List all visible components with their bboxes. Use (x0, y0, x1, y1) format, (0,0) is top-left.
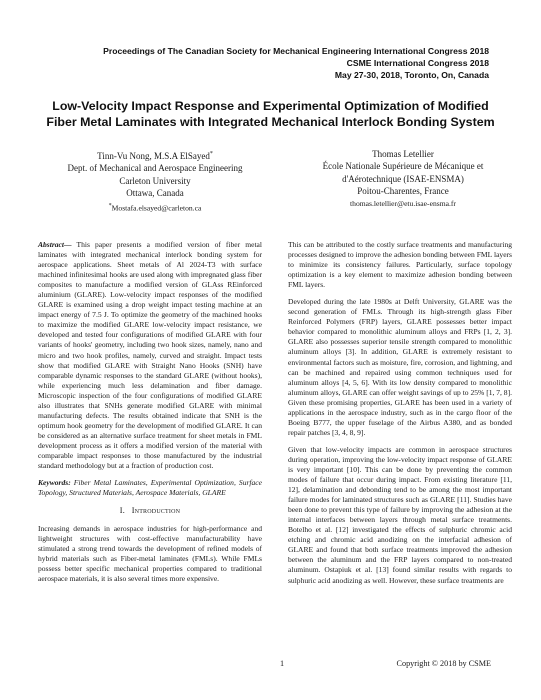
author-2-email[interactable]: thomas.letellier@etu.isae-ensma.fr (350, 198, 456, 208)
author-1-email-line (60, 200, 250, 215)
author-1-city: Ottawa, Canada (126, 188, 184, 199)
section-number: I. (119, 506, 125, 516)
author-block-1 (60, 148, 250, 215)
abstract-text: This paper presents a modified version of fiber metal laminates with integrated mechanical interlock bonding system for aerospace applications. Sheet metals of Al 2024-T3 with surface machined infinitesimal hooks are used along with impregnated glass fiber composites to manufacture a modified version of GLAss REinforced aluminium (GLARE). Low-velocity impact responses of the modified GLARE is examined using a drop weight impact testing machine at an impact energy of 7.5 J. To optimize the geometry of the machined hooks to maximize the modified GLARE low-velocity impact resistance, we developed and tested four configurations of modified GLARE with four variants of hooks' geometry, including two hook sizes, namely, nano and micro and two hook profiles, namely, curved and straight. Impact tests show that modified GLARE with Straight Nano Hooks (SNH) have comparable dynamic responses to the standard GLARE (without hooks), while experiencing much less delamination and fiber damage. Microscopic inspection of the four configurations of modified GLARE also illustrates that SNHs generate modified GLARE with minimal manufacturing defects. The results obtained indicate that SNH is the optimum hook geometry for the development of modified GLARE. It can be considered as an alternative surface treatment for sheet metals in FML development process as it offers a modified version of the material with comparable impact responses to those manufactured by the industrial standard methodology but at a fraction of production cost. (38, 240, 262, 471)
author-1-dept: Dept. of Mechanical and Aerospace Engineering (67, 163, 243, 174)
section-heading-introduction (38, 506, 262, 516)
abstract (38, 240, 262, 471)
abstract-label: Abstract— (38, 240, 72, 249)
keywords (38, 478, 262, 498)
author-2-name: Thomas Letellier (372, 149, 434, 159)
paper-title (30, 98, 511, 130)
conference-line-1: Proceedings of The Canadian Society for Mechanical Engineering International Congress 2018 (103, 46, 489, 56)
keywords-text: Fiber Metal Laminates, Experimental Optimization, Surface Topology, Structured Materials, Aerospace Materials, GLARE (38, 478, 262, 498)
right-paragraph-3: Given that low-velocity impacts are common in aerospace structures during operation, improving the low-velocity impact response of GLARE is very important [10]. This can be done by preventing the common modes of failure that occur during impact. From existing literature [11, 12], delamination and debonding tend to be among the most important failure modes for laminated structures such as GLARE [11]. Studies have been done to prevent this type of failure by improving the adhesion at the internal interfaces between layers through metal surface treatments. Botelho et al. [12] investigated the effects of sulphuric chromic acid etching and chromic acid anodizing on the interfacial adhesion of GLARE and found that both surface treatments improved the adhesion between the aluminum and the FRP layers compared to non-treated aluminum. Ostapiuk et al. [13] found similar results with regards to sulphuric acid anodizing as well. However, these surface treatments are (288, 444, 512, 585)
right-paragraph-2: Developed during the late 1980s at Delft University, GLARE was the second generation of FMLs. Through its high-strength glass Fiber Reinforced Polymers (FRP) layers, GLARE possesses better impact behavior compared to monolithic aluminum alloys and FRPs [1, 2, 3]. GLARE also possesses superior tensile strength compared to monolithic aluminum alloys [3]. In addition, GLARE is extremely resistant to environmental factors such as moisture, fire, corrosion, and lightning, and can be machined and repaired using common techniques used for aluminum alloys [4, 5, 6]. With its low density compared to monolithic aluminum alloys, GLARE can offer weight savings of up to 25% [1, 7, 8]. Given these promising properties, GLARE has been used in a variety of applications in the aerospace industry, such as in the cargo floor of the Boeing B777, the upper fuselage of the Airbus A380, and as bonded repair patches [3, 4, 8, 9]. (288, 297, 512, 437)
author-1-email-mark: * (108, 202, 112, 209)
title-line-2: Fiber Metal Laminates with Integrated Mechanical Interlock Bonding System (46, 115, 495, 129)
author-1-name: Tinn-Vu Nong, M.S.A ElSayed (97, 151, 210, 161)
right-column (288, 240, 512, 593)
author-2-org-2: d'Aérotechnique (ISAE-ENSMA) (342, 173, 464, 184)
author-2-city: Poitou-Charentes, France (357, 186, 449, 197)
author-1-email[interactable]: Mostafa.elsayed@carleton.ca (111, 203, 202, 213)
title-line-1: Low-Velocity Impact Response and Experimental Optimization of Modified (52, 99, 489, 113)
intro-paragraph-1: Increasing demands in aerospace industries for high-performance and lightweight structures with cost-effective manufacturability have stimulated a strong trend towards the development of refined models of hybrid materials such as Fiber-metal laminates (FMLs). While FMLs possess better specific mechanical properties compared to traditional aerospace materials, it is also several times more expensive. (38, 524, 262, 584)
keywords-label: Keywords: (38, 478, 71, 488)
conference-line-2: CSME International Congress 2018 (346, 58, 489, 68)
copyright: Copyright © 2018 by CSME (396, 659, 491, 668)
conference-line-3: May 27-30, 2018, Toronto, On, Canada (334, 70, 489, 80)
conference-header (103, 45, 489, 81)
author-2-org-1: École Nationale Supérieure de Mécanique et (322, 161, 484, 172)
author-1-mark: * (209, 151, 213, 157)
right-paragraph-1: This can be attributed to the costly surface treatments and manufacturing processes designed to improve the adhesion bonding between FML layers to minimize its consistency failures. Particularly, surface topology optimization is a key element to maximize adhesion bonding between FML layers. (288, 240, 512, 290)
page-number: 1 (280, 659, 285, 668)
author-1-org: Carleton University (119, 175, 191, 186)
author-block-2 (308, 148, 498, 210)
author-1-name-line (60, 148, 250, 162)
left-column (38, 240, 262, 592)
section-title: Introduction (131, 506, 181, 516)
